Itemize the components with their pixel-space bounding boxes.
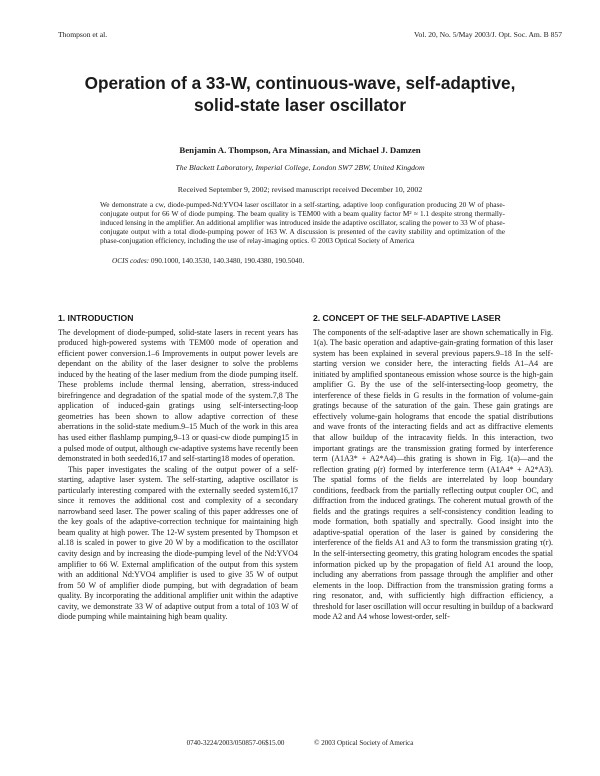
left-column [58,313,298,623]
section-heading-concept: 2. CONCEPT OF THE SELF-ADAPTIVE LASER [313,313,501,323]
running-header-journal: Vol. 20, No. 5/May 2003/J. Opt. Soc. Am. B 857 [414,30,562,39]
section-heading-introduction: 1. INTRODUCTION [58,313,134,323]
ocis-values: 090.1000, 140.3530, 140.3480, 190.4380, 190.5040. [150,256,305,265]
affiliation: The Blackett Laboratory, Imperial College, London SW7 2BW, United Kingdom [175,163,425,172]
intro-paragraph-2: This paper investigates the scaling of the output power of a self-starting, adaptive laser system. The self-starting, adaptive oscillator is particularly interesting compared with the externally seeded system16,17 since it removes the additional cost and complexity of a secondary narrowband seed laser. The power scaling of this paper addresses one of the key goals of the adaptive-correction technique for maintaining high beam quality at high power. The 12-W system presented by Thompson et al.18 is scaled in power to give 20 W by a modification to the oscillator cavity design and by increasing the diode-pumping level of the Nd:YVO4 amplifier to 66 W. External amplification of the output from this system with an additional Nd:YVO4 amplifier is used to give 35 W of output from 50 W of amplifier diode pumping, but with degradation of beam quality. By incorporating the additional amplifier unit within the adaptive cavity, we demonstrate 33 W of adaptive output from a total of 103 W of diode pumping while maintaining high beam quality. [58,464,298,622]
paper-title: Operation of a 33-W, continuous-wave, self-adaptive, solid-state laser oscillator [84,73,516,115]
right-column [313,313,553,623]
ocis-codes [112,256,502,265]
intro-paragraph-1: The development of diode-pumped, solid-state lasers in recent years has produced high-powered systems with TEM00 mode of operation and efficient power conversion.1–6 Improvements in output power levels are dependant on the ability of the laser designer to solve the problems induced by the heating of the laser medium from the diode pumping itself. These problems include thermal lensing, aberration, stress-induced birefringence and degradation of the spatial mode of the system.7,8 The application of induced-gain gratings using self-intersecting-loop geometries has been shown to allow adaptive correction of these aberrations in the solid-state medium.9–15 Much of the work in this area has used either flashlamp pumping,9–13 or quasi-cw diode pumping15 in a pulsed mode of output, although cw-adaptive systems have recently been demonstrated in both seeded16,17 and self-starting18 modes of operation. [58,327,298,464]
abstract: We demonstrate a cw, diode-pumped-Nd:YVO4 laser oscillator in a self-starting, adaptive loop configuration producing 20 W of phase-conjugate output for 66 W of diode pumping. The beam quality is TEM00 with a beam quality factor M² ≈ 1.1 despite strong thermally-induced lensing in the amplifier. An additional amplifier was introduced inside the adaptive oscillator, scaling the power to 33 W of phase-conjugate output with a total diode-pumping power of 163 W. A discussion is presented of the cavity stability and optimization of the phase-conjugation efficiency, including the use of relay-imaging optics. © 2003 Optical Society of America [100,200,505,245]
running-header-authors: Thompson et al. [58,30,108,39]
footer-copyright: © 2003 Optical Society of America [314,739,414,747]
ocis-label: OCIS codes: [112,256,150,265]
page-footer [0,739,600,747]
concept-paragraph-1: The components of the self-adaptive laser are shown schematically in Fig. 1(a). The basic operation and adaptive-gain-grating formation of this laser system has been explained in several previous papers.9–18 In the self-starting version we consider here, the interacting fields A1–A4 are initiated by amplified spontaneous emission whose source is the high-gain amplifier G. By the use of the self-intersecting-loop geometry, the interference of these fields in G results in the formation of volume-gain gratings because of the saturation of the gain. These gain gratings are effectively volume-gain holograms that encode the spatial distributions and wave fronts of the interacting fields and act as diffractive elements that allow buildup of the intracavity fields. In this interaction, two important gratings are the transmission grating formed by interference term (A1A3* + A2*A4)—this grating is shown in Fig. 1(a)—and the reflection grating ρ(r) formed by interference term (A1A4* + A2*A3). The spatial forms of the fields are interrelated by loop boundary conditions, feedback from the partially reflecting output coupler OC, and diffraction from the induced gratings. The coherent mutual growth of the fields and the gratings requires a self-consistency condition leading to mode formation, both spatially and spectrally. Good insight into the adaptive-spatial operation of the laser is gained by considering the interference of the fields A1 and A3 to form the transmission grating τ(r). In the self-intersecting geometry, this grating hologram encodes the spatial information picked up by the propagation of field A1 around the loop, including any aberrations from passage through the amplifier and other elements in the loop. Diffraction from the transmission grating forms a ring resonator, and, with sufficiently high diffraction efficiency, a threshold for laser oscillation will occur resulting in buildup of a backward mode A2 and A4 whose lowest-order, self- [313,327,553,622]
received-dates: Received September 9, 2002; revised manuscript received December 10, 2002 [177,185,423,194]
author-list: Benjamin A. Thompson, Ara Minassian, and Michael J. Damzen [179,145,421,155]
issn-code: 0740-3224/2003/050857-06$15.00 [186,739,285,747]
